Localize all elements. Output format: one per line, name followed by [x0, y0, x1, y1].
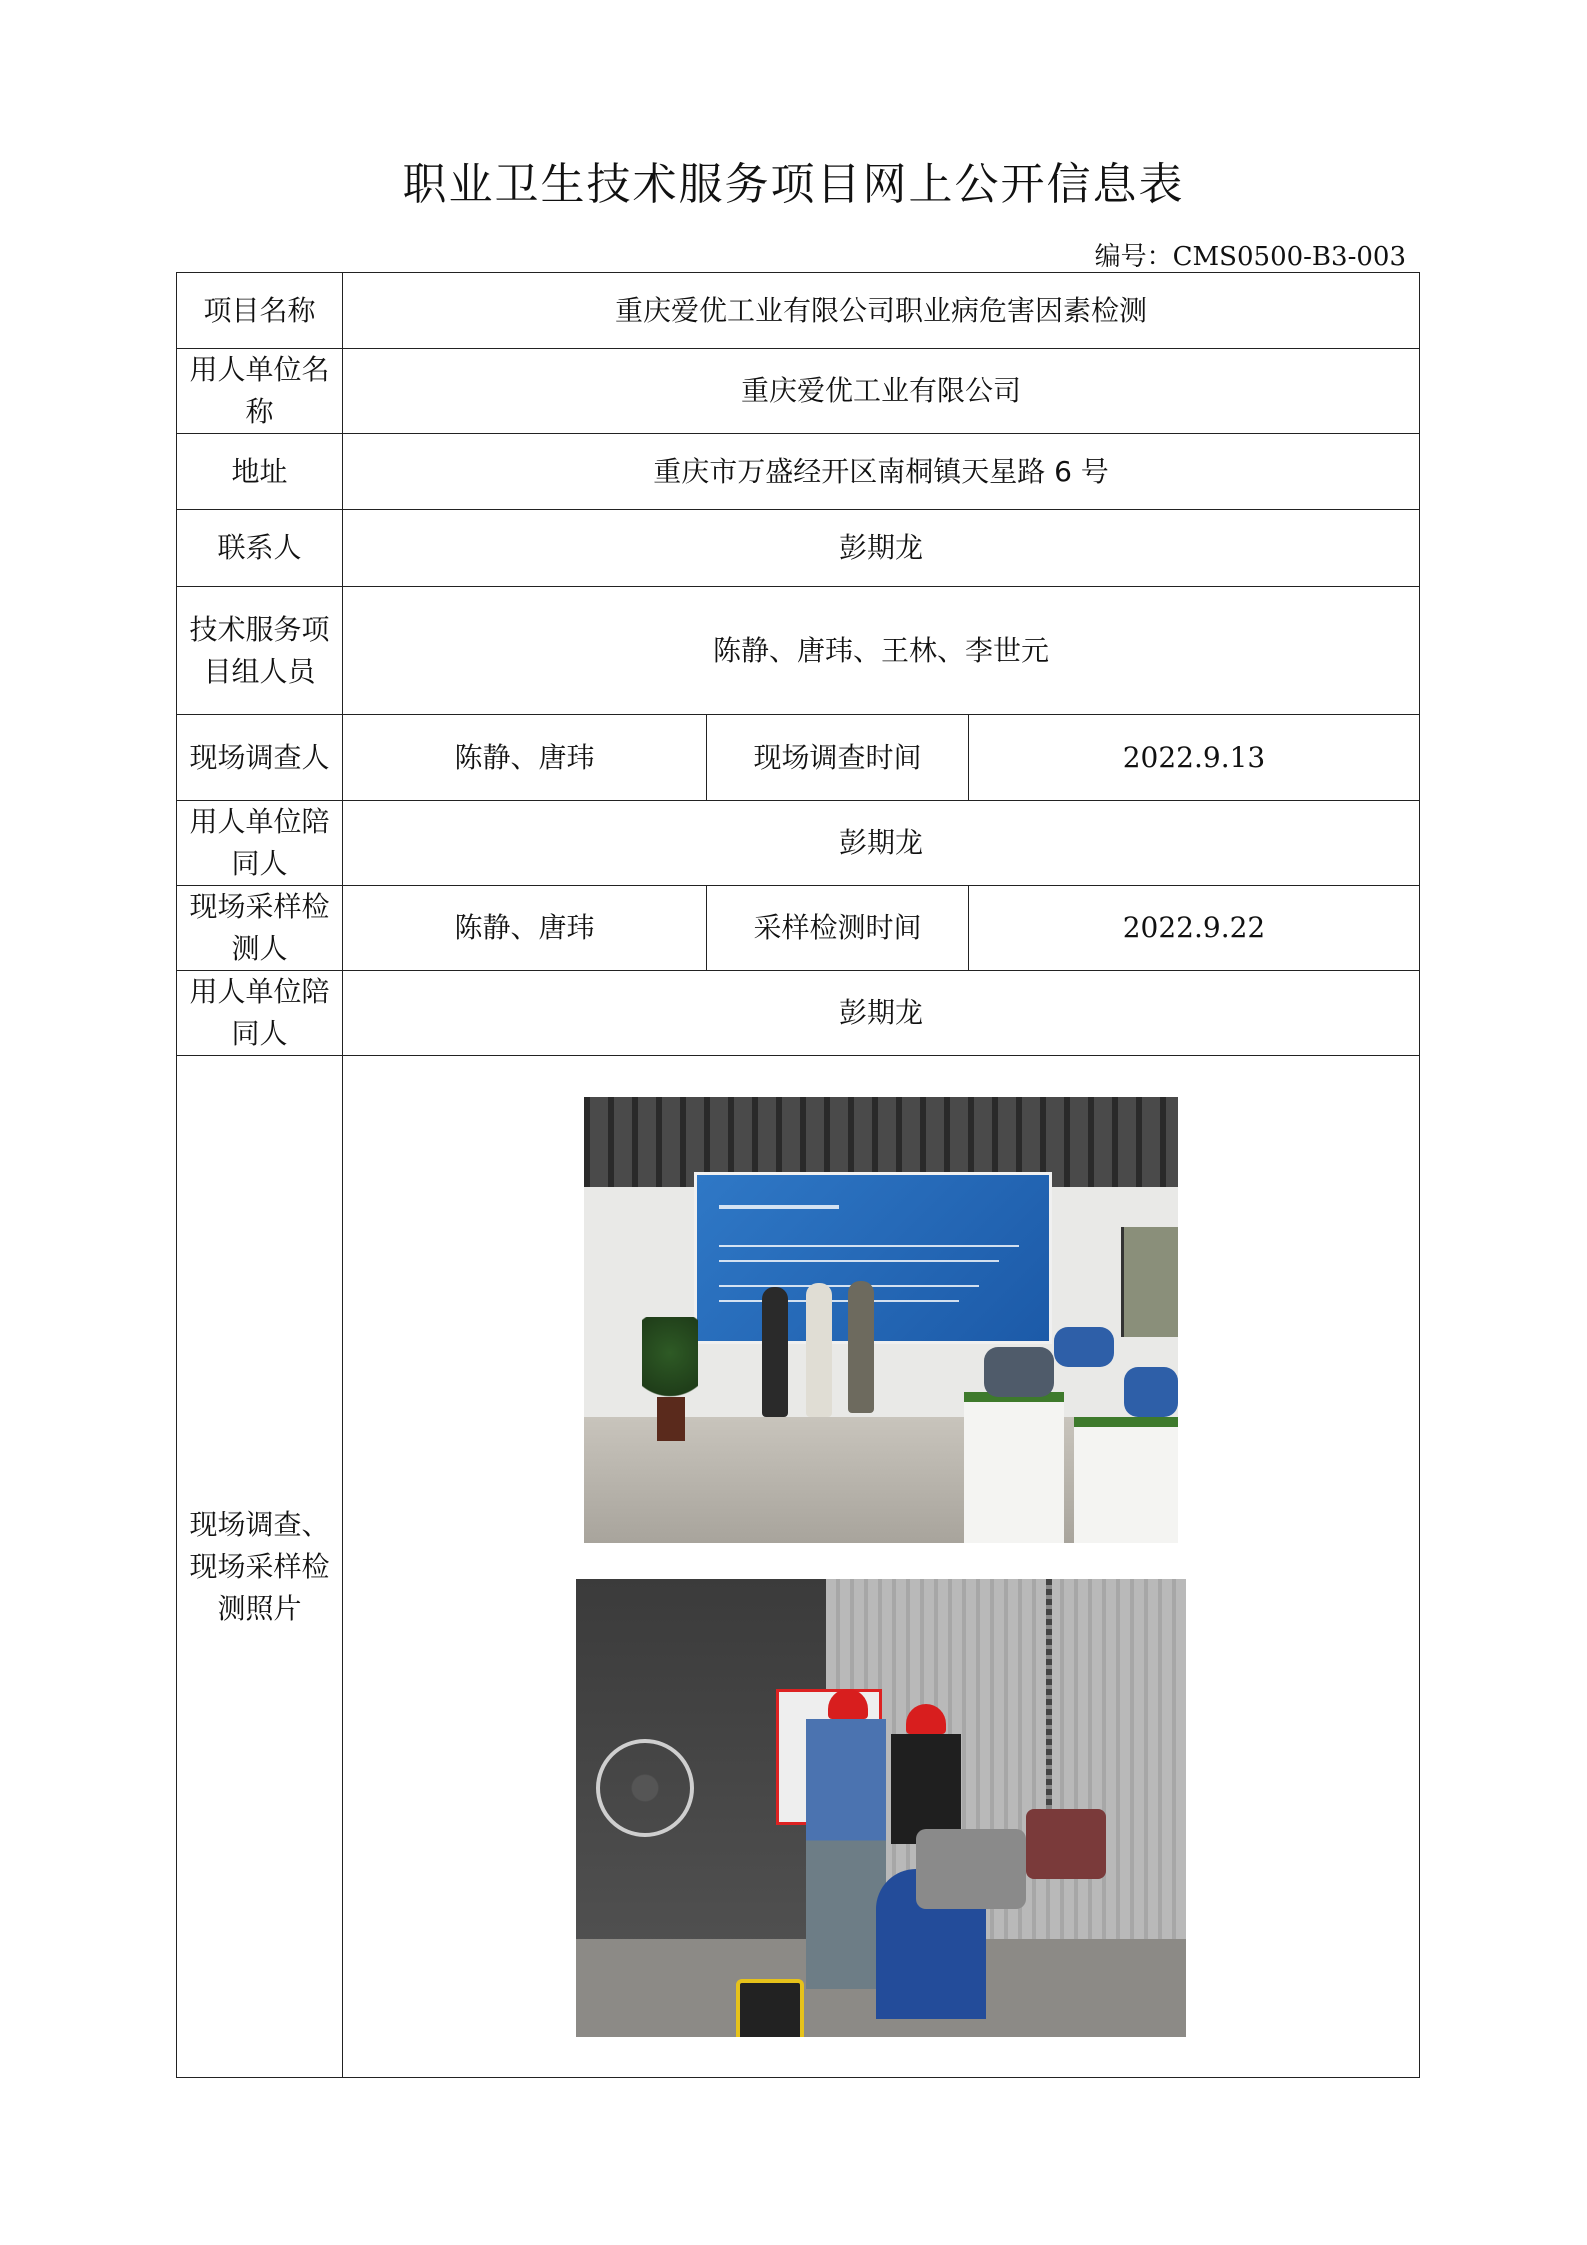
survey-value: 陈静、唐玮	[343, 715, 707, 801]
sampling-value: 陈静、唐玮	[343, 886, 707, 971]
survey-escort-value: 彭期龙	[343, 801, 1420, 886]
photo-gallery	[349, 1067, 1413, 2067]
contact-label: 联系人	[177, 510, 343, 587]
sampling-label: 现场采样检测人	[177, 886, 343, 971]
photos-cell	[343, 1056, 1420, 2078]
address-label: 地址	[177, 434, 343, 510]
row-team	[177, 587, 1420, 715]
info-table	[176, 272, 1420, 2078]
row-survey-escort	[177, 801, 1420, 886]
row-photos	[177, 1056, 1420, 2078]
row-sampling	[177, 886, 1420, 971]
document-number: 编号：CMS0500-B3-003	[1094, 242, 1406, 272]
employer-name-label: 用人单位名称	[177, 349, 343, 434]
project-name-label: 项目名称	[177, 273, 343, 349]
contact-value: 彭期龙	[343, 510, 1420, 587]
survey-time-value: 2022.9.13	[969, 715, 1420, 801]
sampling-escort-value: 彭期龙	[343, 971, 1420, 1056]
row-address	[177, 434, 1420, 510]
row-survey	[177, 715, 1420, 801]
employer-name-value: 重庆爱优工业有限公司	[343, 349, 1420, 434]
page-title: 职业卫生技术服务项目网上公开信息表	[402, 159, 1185, 210]
address-value: 重庆市万盛经开区南桐镇天星路 6 号	[343, 434, 1420, 510]
sampling-time-label: 采样检测时间	[707, 886, 969, 971]
sampling-time-value: 2022.9.22	[969, 886, 1420, 971]
row-project-name	[177, 273, 1420, 349]
project-name-value: 重庆爱优工业有限公司职业病危害因素检测	[343, 273, 1420, 349]
row-employer-name	[177, 349, 1420, 434]
showroom-photo	[584, 1097, 1178, 1543]
row-contact	[177, 510, 1420, 587]
survey-time-label: 现场调查时间	[707, 715, 969, 801]
survey-label: 现场调查人	[177, 715, 343, 801]
team-label: 技术服务项目组人员	[177, 587, 343, 715]
photos-label: 现场调查、现场采样检测照片	[177, 1056, 343, 2078]
survey-escort-label: 用人单位陪同人	[177, 801, 343, 886]
workshop-photo	[576, 1579, 1186, 2037]
sampling-escort-label: 用人单位陪同人	[177, 971, 343, 1056]
row-sampling-escort	[177, 971, 1420, 1056]
team-value: 陈静、唐玮、王林、李世元	[343, 587, 1420, 715]
